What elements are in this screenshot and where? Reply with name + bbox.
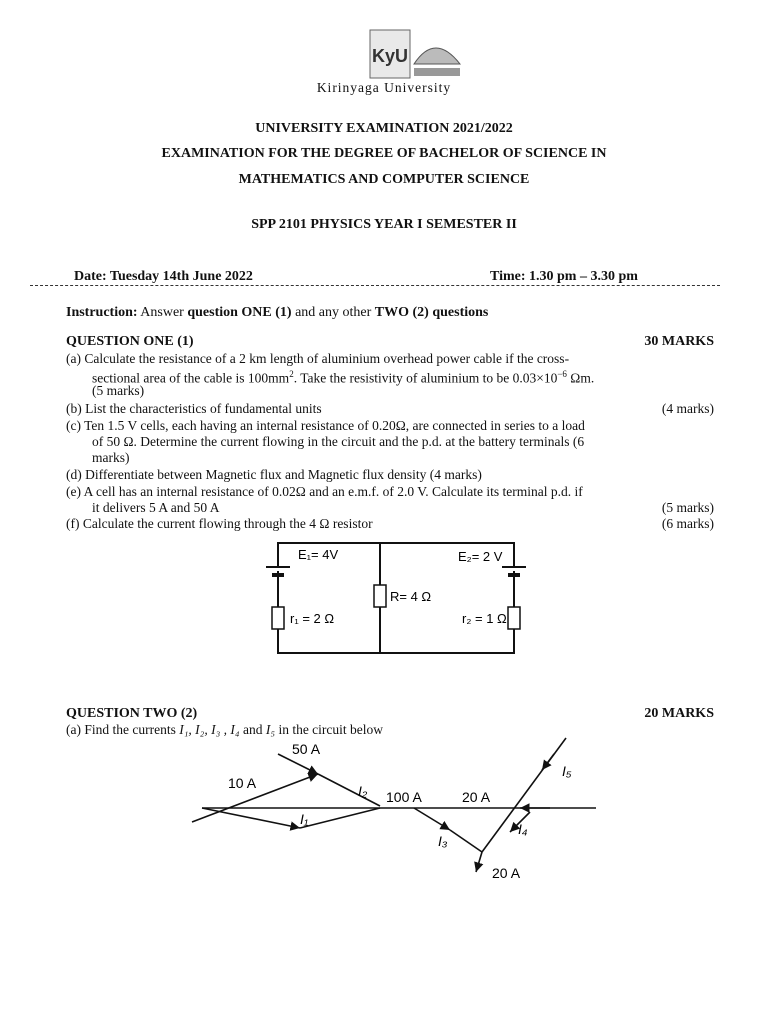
exam-date: Date: Tuesday 14th June 2022 xyxy=(74,269,253,284)
current-i5-label: I₅ xyxy=(562,763,572,779)
q1a-text-3: Ωm. xyxy=(566,370,595,386)
q2a-current-i5: I₅ xyxy=(265,722,276,737)
q1a-text-2: . Take the resistivity of aluminium to be 0.03×10 xyxy=(293,370,558,386)
circuit-diagram-two xyxy=(180,732,610,892)
resistor-r2-label: r₂ = 1 Ω xyxy=(462,611,507,626)
current-20a-bottom-label: 20 A xyxy=(492,865,521,881)
degree-line: EXAMINATION FOR THE DEGREE OF BACHELOR OF SCIENCE IN xyxy=(161,146,607,161)
q1a-text-1: sectional area of the cable is 100mm xyxy=(92,370,290,386)
q1b-marks: (4 marks) xyxy=(661,401,714,416)
current-i4-label: I₄ xyxy=(518,821,528,837)
exam-title: UNIVERSITY EXAMINATION 2021/2022 xyxy=(255,121,513,136)
q2a-currents: I₁, I₂, I₃ , I₄ xyxy=(179,722,240,737)
current-100a-label: 100 A xyxy=(386,789,422,805)
q1c-line-3: marks) xyxy=(92,450,130,465)
q1d-text: (d) Differentiate between Magnetic flux and Magnetic flux density (4 marks) xyxy=(66,467,482,482)
q1a-marks: (5 marks) xyxy=(92,383,145,398)
instruction-bold-2: TWO (2) questions xyxy=(374,305,489,320)
question-one-marks: 30 MARKS xyxy=(644,334,714,349)
current-20a-top-label: 20 A xyxy=(462,789,491,805)
program-line: MATHEMATICS AND COMPUTER SCIENCE xyxy=(238,172,530,187)
q1a-line-1: (a) Calculate the resistance of a 2 km length of aluminium overhead power cable if the cross- xyxy=(66,351,570,366)
circuit-diagram-one xyxy=(262,535,538,660)
instruction-label: Instruction: xyxy=(66,305,138,320)
question-two-marks: 20 MARKS xyxy=(644,706,714,721)
resistor-r1-label: r₁ = 2 Ω xyxy=(290,611,335,626)
instruction-text-2: and any other xyxy=(291,305,375,320)
q1a-superscript-1: 2 xyxy=(289,369,294,379)
q1b-text: (b) List the characteristics of fundamental units xyxy=(66,401,322,416)
q1f-text: (f) Calculate the current flowing through the 4 Ω resistor xyxy=(66,516,373,531)
q1e-line-2: it delivers 5 A and 50 A xyxy=(92,500,220,515)
header-divider xyxy=(30,285,720,286)
resistor-r-label: R= 4 Ω xyxy=(390,589,432,604)
emf-2-label: E₂= 2 V xyxy=(458,549,503,564)
current-i1-label: I₁ xyxy=(300,811,309,827)
question-one-title: QUESTION ONE (1) xyxy=(66,334,194,349)
course-line: SPP 2101 PHYSICS YEAR I SEMESTER II xyxy=(251,217,517,232)
resistor-r xyxy=(374,585,386,607)
q1f-marks: (6 marks) xyxy=(661,516,714,531)
q1a-superscript-2: −6 xyxy=(557,369,567,379)
svg-text:KyU: KyU xyxy=(371,46,409,66)
current-i3-label: I₃ xyxy=(438,833,448,849)
resistor-r2 xyxy=(508,607,520,629)
university-logo xyxy=(350,24,480,84)
emf-1-label: E₁= 4V xyxy=(298,547,339,562)
q1e-line-1: (e) A cell has an internal resistance of 0.02Ω and an e.m.f. of 2.0 V. Calculate its terminal p.d. if xyxy=(66,484,583,499)
resistor-r1 xyxy=(272,607,284,629)
q1e-marks: (5 marks) xyxy=(661,500,714,515)
current-i2-label: I₂ xyxy=(358,783,368,799)
university-name: Kirinyaga University xyxy=(316,80,452,95)
q1c-line-1: (c) Ten 1.5 V cells, each having an internal resistance of 0.20Ω, are connected in series to a load xyxy=(66,418,585,433)
exam-time: Time: 1.30 pm – 3.30 pm xyxy=(490,269,638,284)
instruction-bold-1: question ONE (1) xyxy=(187,305,292,320)
current-10a-label: 10 A xyxy=(228,775,257,791)
q1c-line-2: of 50 Ω. Determine the current flowing in the circuit and the p.d. at the battery terminals (6 xyxy=(92,434,585,449)
q2a-text-3: in the circuit below xyxy=(275,722,384,737)
instruction-text-1: Answer xyxy=(137,305,188,320)
current-50a-label: 50 A xyxy=(292,741,321,757)
q2a-text-2: and xyxy=(239,722,266,737)
question-two-title: QUESTION TWO (2) xyxy=(66,706,198,721)
q2a-text-1: (a) Find the currents xyxy=(66,722,180,737)
instruction xyxy=(66,305,488,321)
logo-crest-icon xyxy=(350,24,480,84)
